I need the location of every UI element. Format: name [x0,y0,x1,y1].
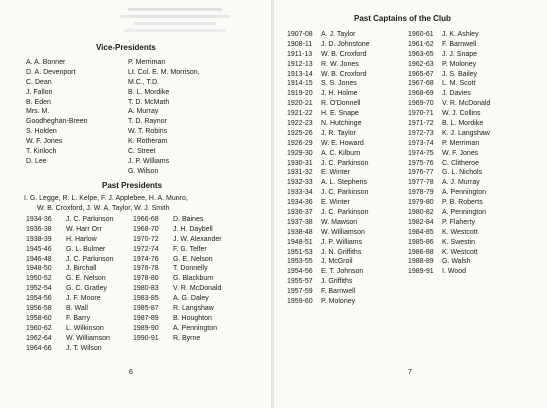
entry-name: R. Langshaw [173,305,214,313]
entry-name: P. Flaherty [442,218,475,226]
entry-name: B. L. Mordike [442,120,484,128]
entry-name: J. C. Parkinson [66,216,114,223]
past-president-entry [133,245,222,255]
entry-years: 1986-88 [408,248,434,256]
past-captain-entry [287,50,370,60]
entry-years: 1967-68 [408,80,434,88]
entry-name: R. O'Donnell [321,100,361,108]
entry-years: 1926-29 [287,139,313,147]
entry-years: 1957-59 [287,288,313,296]
past-captain-entry [287,60,370,70]
entry-name: J. P. Williams [321,238,363,246]
past-presidents-right-list [133,215,222,344]
past-captain-entry [408,248,490,258]
entry-years: 1925-26 [287,129,313,137]
entry-years: 1950-52 [26,275,52,283]
past-president-entry [133,304,222,314]
past-captain-entry [408,70,490,80]
past-captain-entry [287,248,370,258]
vice-president-entry: A. Murray [128,108,159,116]
entry-years: 1970-71 [408,110,434,118]
past-captain-entry [287,168,370,178]
vice-president-entry: Mrs. M. [26,108,50,116]
vice-president-entry: D. Lee [26,157,47,165]
entry-years: 1984-85 [408,228,434,236]
vice-president-entry: S. Holden [26,128,57,136]
entry-years: 1987-89 [133,314,159,322]
entry-years: 1989-90 [133,324,159,332]
page-number-right: 7 [408,369,412,376]
past-captain-entry [287,139,370,149]
entry-years: 1953-55 [287,258,313,266]
past-captain-entry [408,30,490,40]
entry-name: J. K. Ashley [442,31,479,38]
past-captain-entry [287,70,370,80]
entry-name: N. Hutchinge [321,120,362,128]
entry-years: 1914-15 [287,80,313,88]
vice-president-entry: W. F. Jones [26,138,63,146]
past-president-entry [26,215,113,225]
entry-name: K. Swestin [442,238,476,246]
entry-years: 1930-31 [287,159,313,167]
entry-name: G. Blackburn [173,275,214,283]
past-captain-entry [287,119,370,129]
entry-years: 1958-60 [26,314,52,322]
past-captain-entry [408,129,490,139]
past-president-entry [133,264,222,274]
entry-name: F. Barnwell [321,288,356,296]
entry-years: 1985-86 [408,238,434,246]
entry-name: J. Birchall [66,265,97,273]
vice-president-entry: A. A. Bonner [26,59,66,66]
entry-years: 1973-74 [408,139,434,147]
past-captain-entry [408,50,490,60]
entry-name: J. H. Holme [321,90,358,98]
past-captain-entry [408,168,490,178]
entry-years: 1961-62 [408,40,434,48]
entry-years: 1938-39 [26,235,52,243]
vice-president-entry: M.C., T.D. [128,78,159,86]
past-president-entry [133,314,222,324]
entry-name: G. L. Bulmer [66,245,106,253]
vice-presidents-right-list [128,58,200,177]
past-president-entry [133,324,222,334]
entry-years: 1980-83 [133,285,159,293]
past-captain-entry [287,99,370,109]
entry-name: J. T. Wilson [66,344,102,352]
entry-years: 1945-46 [26,245,52,253]
vice-president-entry: B. L. Mordike [128,88,170,96]
entry-name: B. Houghton [173,314,212,322]
past-captain-entry [408,40,490,50]
entry-years: 1971-72 [408,120,434,128]
entry-years: 1960-62 [26,324,52,332]
entry-years: 1954-56 [26,295,52,303]
past-president-entry [133,225,222,235]
entry-name: W. J. Collins [442,110,481,118]
past-president-entry [133,215,222,225]
past-president-entry [133,235,222,245]
vice-president-entry: P. Merriman [128,59,166,66]
entry-name: F. G. Telfer [173,245,207,253]
entry-name: A. Pennington [173,324,217,332]
entry-years: 1959-60 [287,298,313,306]
vice-president-entry: Goodheghan-Breen [26,118,88,126]
entry-name: L. M. Scott [442,80,476,88]
past-captain-entry [287,238,370,248]
page-number-left: 6 [129,369,133,376]
entry-name: E. T. Johnson [321,268,364,276]
past-captain-entry [408,198,490,208]
entry-years: 1964-66 [26,344,52,352]
entry-years: 1922-23 [287,120,313,128]
entry-name: E. Winter [321,169,350,177]
entry-name: V. R. McDonald [442,100,491,108]
entry-name: D. Baines [173,216,204,223]
entry-name: A. L. Stephens [321,179,367,187]
vice-president-entry: G. Wilson [128,167,159,175]
entry-name: K. J. Langshaw [442,129,490,137]
entry-years: 1946-48 [26,255,52,263]
entry-name: G. E. Nelson [173,255,213,263]
entry-years: 1962-63 [408,60,434,68]
entry-years: 1952-54 [26,285,52,293]
past-president-entry [133,284,222,294]
vice-president-entry: D. A. Devenport [26,68,76,76]
past-president-entry [26,225,113,235]
entry-years: 1989-91 [408,268,434,276]
past-president-entry [26,314,113,324]
vice-president-entry: J. Fallon [26,88,53,96]
entry-years: 1908-11 [287,40,313,48]
past-president-entry [26,264,113,274]
past-president-entry [26,324,113,334]
entry-years: 1960-61 [408,31,434,38]
entry-name: W. E. Howard [321,139,364,147]
past-president-entry [26,284,113,294]
past-president-entry [26,344,113,354]
past-captain-entry [287,277,370,287]
vice-president-entry: T. Kinloch [26,148,57,156]
entry-name: J. C. Parkinson [66,255,114,263]
entry-name: W. Williamson [321,228,365,236]
entry-name: A. J. Taylor [321,31,356,38]
past-president-entry [26,294,113,304]
entry-name: A. C. Kilburn [321,149,361,157]
past-president-entry [26,245,113,255]
past-captains-right-list [408,30,490,277]
past-captain-entry [287,287,370,297]
past-president-entry [133,334,222,344]
page-fold [271,0,274,408]
past-captain-entry [287,257,370,267]
entry-years: 1977-78 [408,179,434,187]
past-captain-entry [287,228,370,238]
entry-years: 1980-82 [408,209,434,217]
past-captain-entry [287,129,370,139]
entry-name: H. Harlow [66,235,97,243]
entry-name: A. J. Murray [442,179,480,187]
entry-name: A. Pennington [442,209,486,217]
entry-years: 1975-76 [408,159,434,167]
entry-years: 1988-89 [408,258,434,266]
entry-name: J. C. Parkinson [321,159,369,167]
vice-president-entry: T. D. Raynor [128,118,167,126]
past-captain-entry [408,60,490,70]
entry-name: T. Donnelly [173,265,208,273]
past-captain-entry [408,238,490,248]
entry-name: V. R. McDonald [173,285,222,293]
entry-name: P. Merriman [442,139,480,147]
past-president-entry [26,235,113,245]
entry-name: J. R. Taylor [321,129,356,137]
past-captain-entry [408,257,490,267]
entry-years: 1933-34 [287,189,313,197]
entry-name: J. J. Snape [442,50,478,58]
entry-years: 1948-51 [287,238,313,246]
entry-years: 1932-33 [287,179,313,187]
entry-years: 1976-77 [408,169,434,177]
vice-president-entry: C. Street [128,148,156,156]
vice-president-entry: K. Rotheram [128,138,168,146]
past-presidents-intro-line-1: I. G. Legge, R. L. Kelpe, F. J. Applebee, H. A. Munro, [24,195,188,202]
entry-years: 1963-65 [408,50,434,58]
entry-name: G. C. Gratley [66,285,107,293]
vice-president-entry: Lt. Col. E. M. Morrison, [128,68,200,76]
entry-years: 1929-30 [287,149,313,157]
past-captains-heading: Past Captains of the Club [354,14,451,23]
entry-name: W. Mawson [321,218,358,226]
entry-name: P. Moloney [321,298,356,306]
entry-name: A. G. Daley [173,295,209,303]
entry-years: 1968-70 [133,225,159,233]
entry-name: J. S. Bailey [442,70,478,78]
past-captain-entry [408,178,490,188]
entry-years: 1934-36 [26,216,52,223]
entry-name: W. Williamson [66,334,110,342]
entry-years: 1948-50 [26,265,52,273]
entry-years: 1936-37 [287,209,313,217]
past-captain-entry [408,109,490,119]
past-presidents-heading: Past Presidents [102,181,163,190]
vice-presidents-heading: Vice-Presidents [96,43,156,52]
entry-years: 1966-68 [133,216,159,223]
vice-president-entry: T. D. McMath [128,98,170,106]
entry-years: 1965-67 [408,70,434,78]
entry-name: L. Wilkinson [66,324,104,332]
entry-years: 1978-79 [408,189,434,197]
past-captain-entry [287,40,370,50]
entry-years: 1974-75 [408,149,434,157]
entry-name: J. W. Alexander [173,235,222,243]
past-captain-entry [287,30,370,40]
entry-name: J. Griffiths [321,278,353,286]
entry-name: W. Harr Orr [66,225,102,233]
entry-years: 1934-36 [287,199,313,207]
past-captain-entry [287,89,370,99]
entry-years: 1937-38 [287,218,313,226]
vice-president-entry: W. T. Robins [128,128,168,136]
entry-name: E. Winter [321,199,350,207]
entry-years: 1921-22 [287,110,313,118]
entry-name: W. B. Croxford [321,50,367,58]
entry-years: 1962-64 [26,334,52,342]
past-captain-entry [408,218,490,228]
entry-years: 1936-38 [26,225,52,233]
entry-name: J. McGroil [321,258,353,266]
past-captain-entry [287,79,370,89]
entry-name: J. D. Johnstone [321,40,370,48]
entry-name: H. E. Snape [321,110,359,118]
entry-name: F. Barry [66,314,91,322]
past-captain-entry [287,267,370,277]
entry-years: 1970-72 [133,235,159,243]
entry-name: K. Westcott [442,248,478,256]
entry-name: G. L. Nichols [442,169,483,177]
entry-years: 1956-58 [26,305,52,313]
past-president-entry [26,304,113,314]
entry-name: J. C. Parkinson [321,209,369,217]
entry-name: J. Davies [442,90,471,98]
entry-name: B. Wall [66,305,88,313]
entry-name: W. B. Croxford [321,70,367,78]
entry-years: 1983-85 [133,295,159,303]
entry-name: J. H. Daybell [173,225,213,233]
past-president-entry [133,294,222,304]
past-captain-entry [408,99,490,109]
entry-years: 1974-76 [133,255,159,263]
entry-years: 1954-56 [287,268,313,276]
entry-years: 1931-32 [287,169,313,177]
entry-years: 1990-91 [133,334,159,342]
entry-years: 1907-08 [287,31,313,38]
entry-name: K. Westcott [442,228,478,236]
past-captain-entry [287,188,370,198]
entry-years: 1913-14 [287,70,313,78]
entry-years: 1938-48 [287,228,313,236]
past-captain-entry [408,208,490,218]
entry-years: 1976-78 [133,265,159,273]
entry-name: J. N. Griffiths [321,248,362,256]
past-captain-entry [287,208,370,218]
vice-presidents-left-list [26,58,88,167]
entry-years: 1972-73 [408,129,434,137]
past-captain-entry [287,297,370,307]
entry-name: P. B. Roberts [442,199,483,207]
past-captain-entry [408,139,490,149]
entry-years: 1951-53 [287,248,313,256]
entry-name: W. F. Jones [442,149,479,157]
entry-years: 1972-74 [133,245,159,253]
entry-years: 1969-70 [408,100,434,108]
past-president-entry [133,255,222,265]
past-captain-entry [408,79,490,89]
past-captain-entry [408,89,490,99]
past-president-entry [26,334,113,344]
entry-years: 1982-84 [408,218,434,226]
entry-name: S. S. Jones [321,80,357,88]
past-captain-entry [287,178,370,188]
entry-name: R. W. Jones [321,60,359,68]
past-president-entry [26,274,113,284]
entry-years: 1911-13 [287,50,313,58]
past-captain-entry [408,267,490,277]
vice-president-entry: B. Eden [26,98,51,106]
past-captain-entry [287,159,370,169]
show-through-text [120,6,230,36]
past-captain-entry [287,149,370,159]
past-captain-entry [287,218,370,228]
entry-name: I. Wood [442,268,466,276]
past-president-entry [26,255,113,265]
past-captain-entry [408,149,490,159]
past-captain-entry [408,119,490,129]
entry-years: 1978-80 [133,275,159,283]
entry-name: J. C. Parkinson [321,189,369,197]
entry-years: 1920-21 [287,100,313,108]
entry-name: F. Barnwell [442,40,477,48]
entry-years: 1979-80 [408,199,434,207]
past-president-entry [133,274,222,284]
past-captain-entry [408,188,490,198]
entry-name: A. Pennington [442,189,486,197]
past-presidents-intro-line-2: W. B. Croxford, J. W. A. Taylor, W. J. Smith [37,205,170,212]
past-presidents-left-list [26,215,113,353]
entry-years: 1955-57 [287,278,313,286]
entry-name: C. Clitheroe [442,159,479,167]
past-captain-entry [287,109,370,119]
past-captains-left-list [287,30,370,307]
entry-name: P. Moloney [442,60,477,68]
entry-years: 1985-87 [133,305,159,313]
past-captain-entry [408,159,490,169]
entry-name: R. Byrne [173,334,201,342]
past-captain-entry [287,198,370,208]
vice-president-entry: C. Dean [26,78,52,86]
entry-name: G. Walsh [442,258,471,266]
past-captain-entry [408,228,490,238]
entry-years: 1968-69 [408,90,434,98]
vice-president-entry: J. P. Williams [128,157,170,165]
entry-years: 1919-20 [287,90,313,98]
entry-years: 1912-13 [287,60,313,68]
entry-name: J. F. Moore [66,295,101,303]
entry-name: G. E. Nelson [66,275,106,283]
